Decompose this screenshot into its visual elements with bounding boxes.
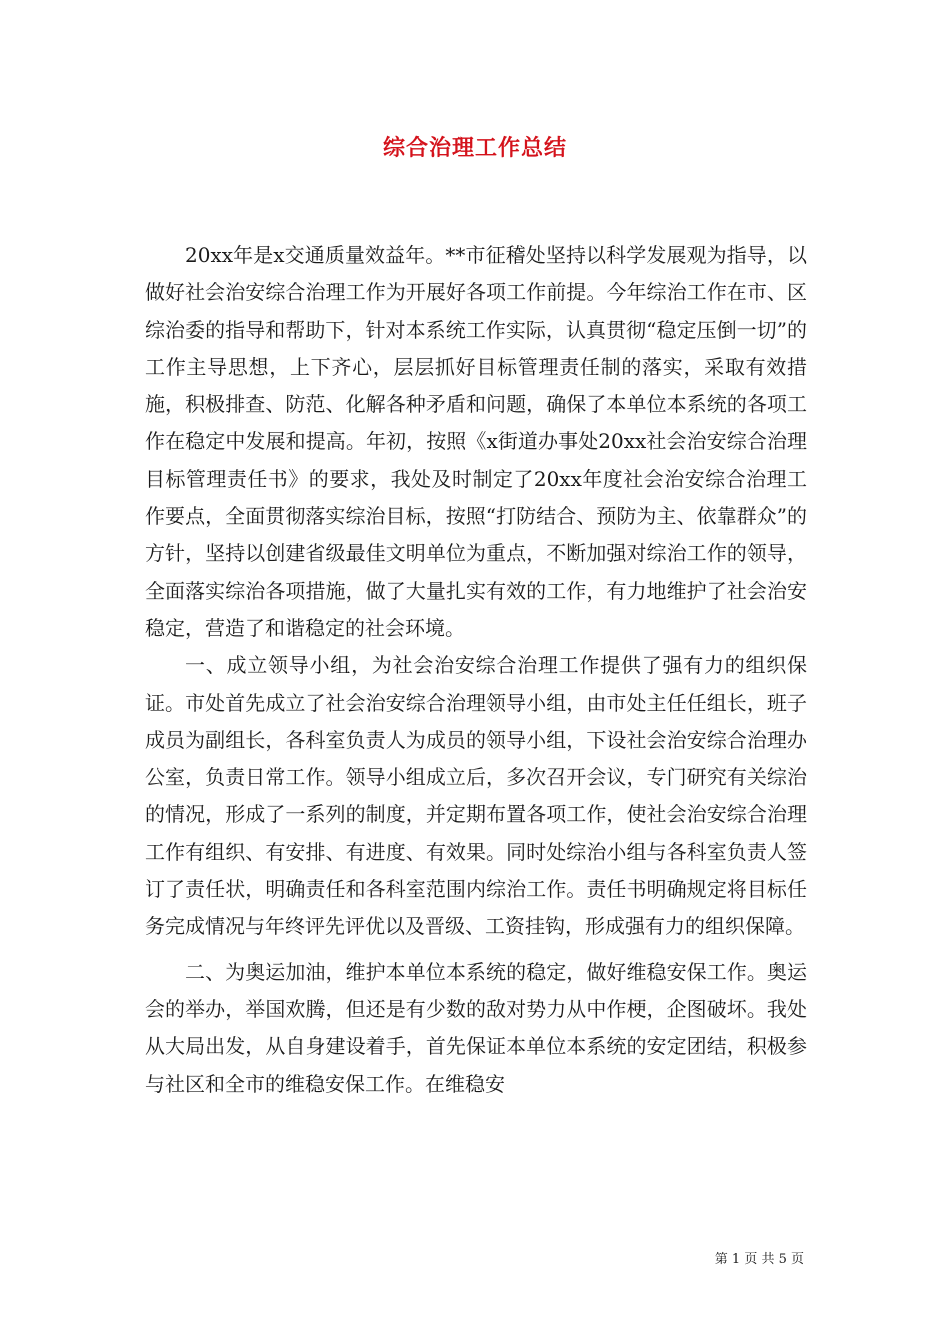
document-title: 综合治理工作总结 [382,135,567,161]
document-body [145,237,807,1103]
paragraph-section-1: 一、成立领导小组，为社会治安综合治理工作提供了强有力的组织保证。市处首先成立了社会治安综合治理领导小组，由市处主任任组长，班子成员为副组长，各科室负责人为成员的领导小组，下设社会治安综合治理办公室，负责日常工作。领导小组成立后，多次召开会议，专门研究有关综治的情况，形成了一系列的制度，并定期布置各项工作，使社会治安综合治理工作有组织、有安排、有进度、有效果。同时处综治小组与各科室负责人签订了责任状，明确责任和各科室范围内综治工作。责任书明确规定将目标任务完成情况与年终评先评优以及晋级、工资挂钩，形成强有力的组织保障。 [145,653,807,939]
paragraph-section-2: 二、为奥运加油，维护本单位本系统的稳定，做好维稳安保工作。奥运会的举办，举国欢腾，但还是有少数的敌对势力从中作梗，企图破坏。我处从大局出发，从自身建设着手，首先保证本单位本系统的安定团结，积极参与社区和全市的维稳安保工作。在维稳安 [145,959,807,1096]
paragraph-intro: 20xx年是x交通质量效益年。**市征稽处坚持以科学发展观为指导，以做好社会治安综合治理工作为开展好各项工作前提。今年综治工作在市、区综治委的指导和帮助下，针对本系统工作实际，认真贯彻“稳定压倒一切”的工作主导思想，上下齐心，层层抓好目标管理责任制的落实，采取有效措施，积极排查、防范、化解各种矛盾和问题，确保了本单位本系统的各项工作在稳定中发展和提高。年初，按照《x街道办事处20xx社会治安综合治理目标管理责任书》的要求，我处及时制定了20xx年度社会治安综合治理工作要点，全面贯彻落实综治目标，按照“打防结合、预防为主、依靠群众”的方针，坚持以创建省级最佳文明单位为重点，不断加强对综治工作的领导，全面落实综治各项措施，做了大量扎实有效的工作，有力地维护了社会治安稳定，营造了和谐稳定的社会环境。 [145,243,807,640]
page-number: 第 1 页 共 5 页 [714,1252,804,1267]
